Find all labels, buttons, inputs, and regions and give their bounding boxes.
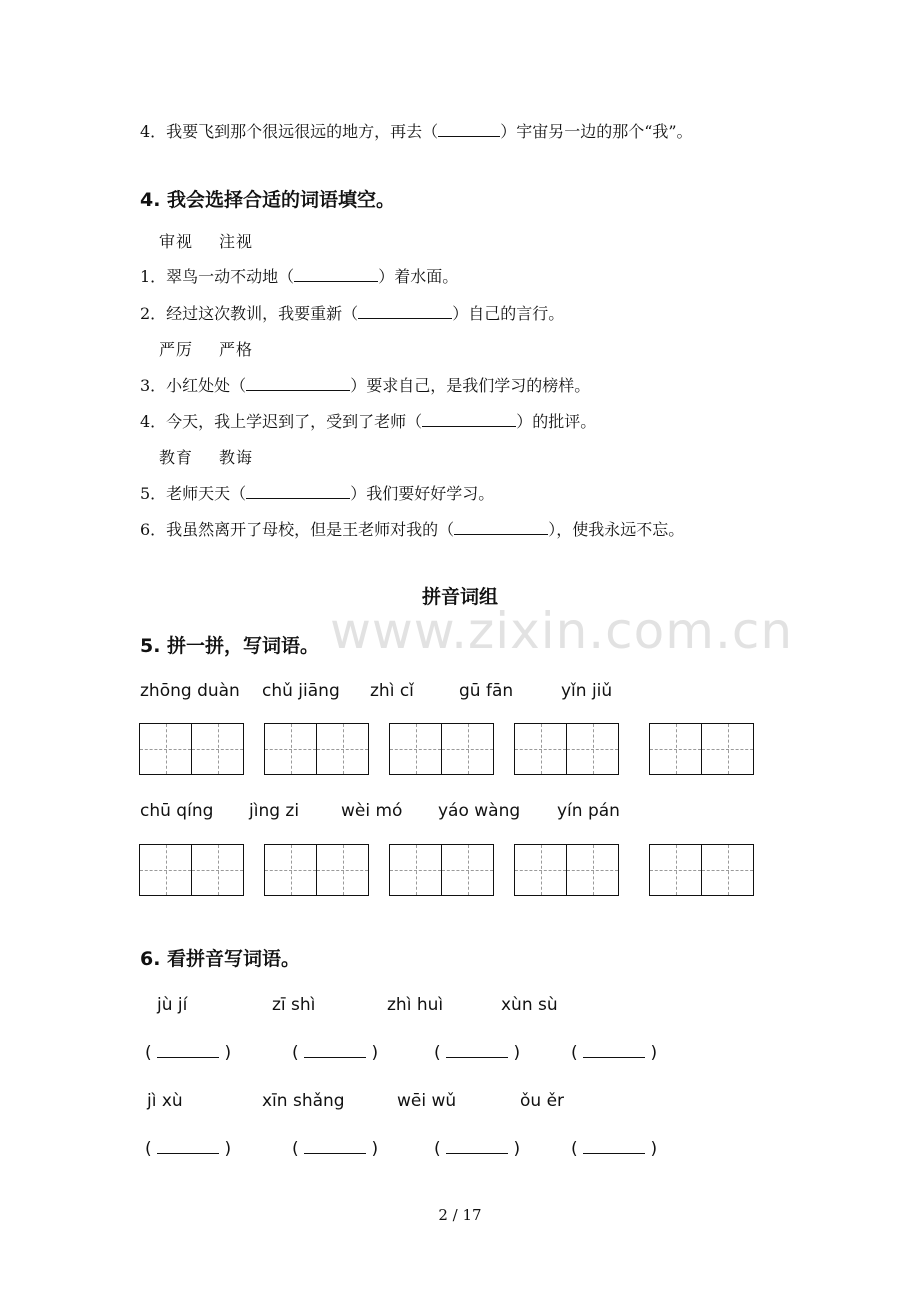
writing-grid[interactable] <box>139 723 244 775</box>
pinyin-label: xīn shǎng <box>262 1091 345 1111</box>
question-line: 6．我虽然离开了母校，但是王老师对我的（ ），使我永远不忘。 <box>140 520 685 539</box>
pinyin-label: zī shì <box>272 995 316 1015</box>
answer-blank[interactable] <box>422 425 516 427</box>
answer-slot[interactable]: ( ) <box>571 1043 658 1063</box>
section-5-heading: 5. 拼一拼，写词语。 <box>140 635 320 657</box>
writing-grid[interactable] <box>649 844 754 896</box>
writing-grid[interactable] <box>649 723 754 775</box>
pinyin-label: zhì cǐ <box>370 681 414 701</box>
section-4-heading: 4. 我会选择合适的词语填空。 <box>140 189 396 211</box>
question-line: 5．老师天天（ ）我们要好好学习。 <box>140 484 495 503</box>
pinyin-label: zhōng duàn <box>140 681 240 701</box>
pinyin-label: ǒu ěr <box>520 1091 565 1111</box>
question-line: 4．今天，我上学迟到了，受到了老师（ ）的批评。 <box>140 412 597 431</box>
question-line: 3．小红处处（ ）要求自己，是我们学习的榜样。 <box>140 376 591 395</box>
watermark: www.zixin.com.cn <box>330 602 794 660</box>
answer-blank[interactable] <box>358 317 452 319</box>
answer-slot[interactable]: ( ) <box>571 1139 658 1159</box>
word-options: 严厉 严格 <box>159 340 254 359</box>
answer-slot[interactable]: ( ) <box>434 1139 521 1159</box>
pinyin-label: wēi wǔ <box>397 1091 457 1111</box>
section-6-heading: 6. 看拼音写词语。 <box>140 948 301 970</box>
pinyin-label: chǔ jiāng <box>262 681 340 701</box>
answer-blank[interactable] <box>246 497 350 499</box>
question-line: 4．我要飞到那个很远很远的地方，再去（ ）宇宙另一边的那个“我”。 <box>140 122 693 141</box>
answer-slot[interactable]: ( ) <box>434 1043 521 1063</box>
pinyin-label: jìng zi <box>249 801 300 821</box>
pinyin-label: zhì huì <box>387 995 444 1015</box>
word-options: 审视 注视 <box>159 232 254 251</box>
answer-slot[interactable]: ( ) <box>292 1139 379 1159</box>
pinyin-label: jù jí <box>157 995 188 1015</box>
writing-grid[interactable] <box>264 723 369 775</box>
writing-grid[interactable] <box>514 844 619 896</box>
answer-slot[interactable]: ( ) <box>145 1139 232 1159</box>
page-number: 2 / 17 <box>438 1206 482 1224</box>
pinyin-label: yáo wàng <box>438 801 521 821</box>
writing-grid[interactable] <box>264 844 369 896</box>
answer-blank[interactable] <box>294 280 378 282</box>
pinyin-label: xùn sù <box>501 995 558 1015</box>
pinyin-label: gū fān <box>459 681 514 701</box>
answer-slot[interactable]: ( ) <box>145 1043 232 1063</box>
answer-blank[interactable] <box>246 389 350 391</box>
pinyin-label: jì xù <box>147 1091 183 1111</box>
writing-grid[interactable] <box>514 723 619 775</box>
writing-grid[interactable] <box>389 844 494 896</box>
answer-slot[interactable]: ( ) <box>292 1043 379 1063</box>
word-options: 教育 教诲 <box>159 448 254 467</box>
writing-grid[interactable] <box>389 723 494 775</box>
section-title: 拼音词组 <box>421 586 498 608</box>
answer-blank[interactable] <box>454 533 548 535</box>
pinyin-label: yín pán <box>557 801 620 821</box>
writing-grid[interactable] <box>139 844 244 896</box>
question-line: 2．经过这次教训，我要重新（ ）自己的言行。 <box>140 304 565 323</box>
answer-blank[interactable] <box>438 135 500 137</box>
question-line: 1．翠鸟一动不动地（ ）着水面。 <box>140 267 459 286</box>
pinyin-label: yǐn jiǔ <box>561 681 613 701</box>
pinyin-label: chū qíng <box>140 801 214 821</box>
pinyin-label: wèi mó <box>341 801 403 821</box>
